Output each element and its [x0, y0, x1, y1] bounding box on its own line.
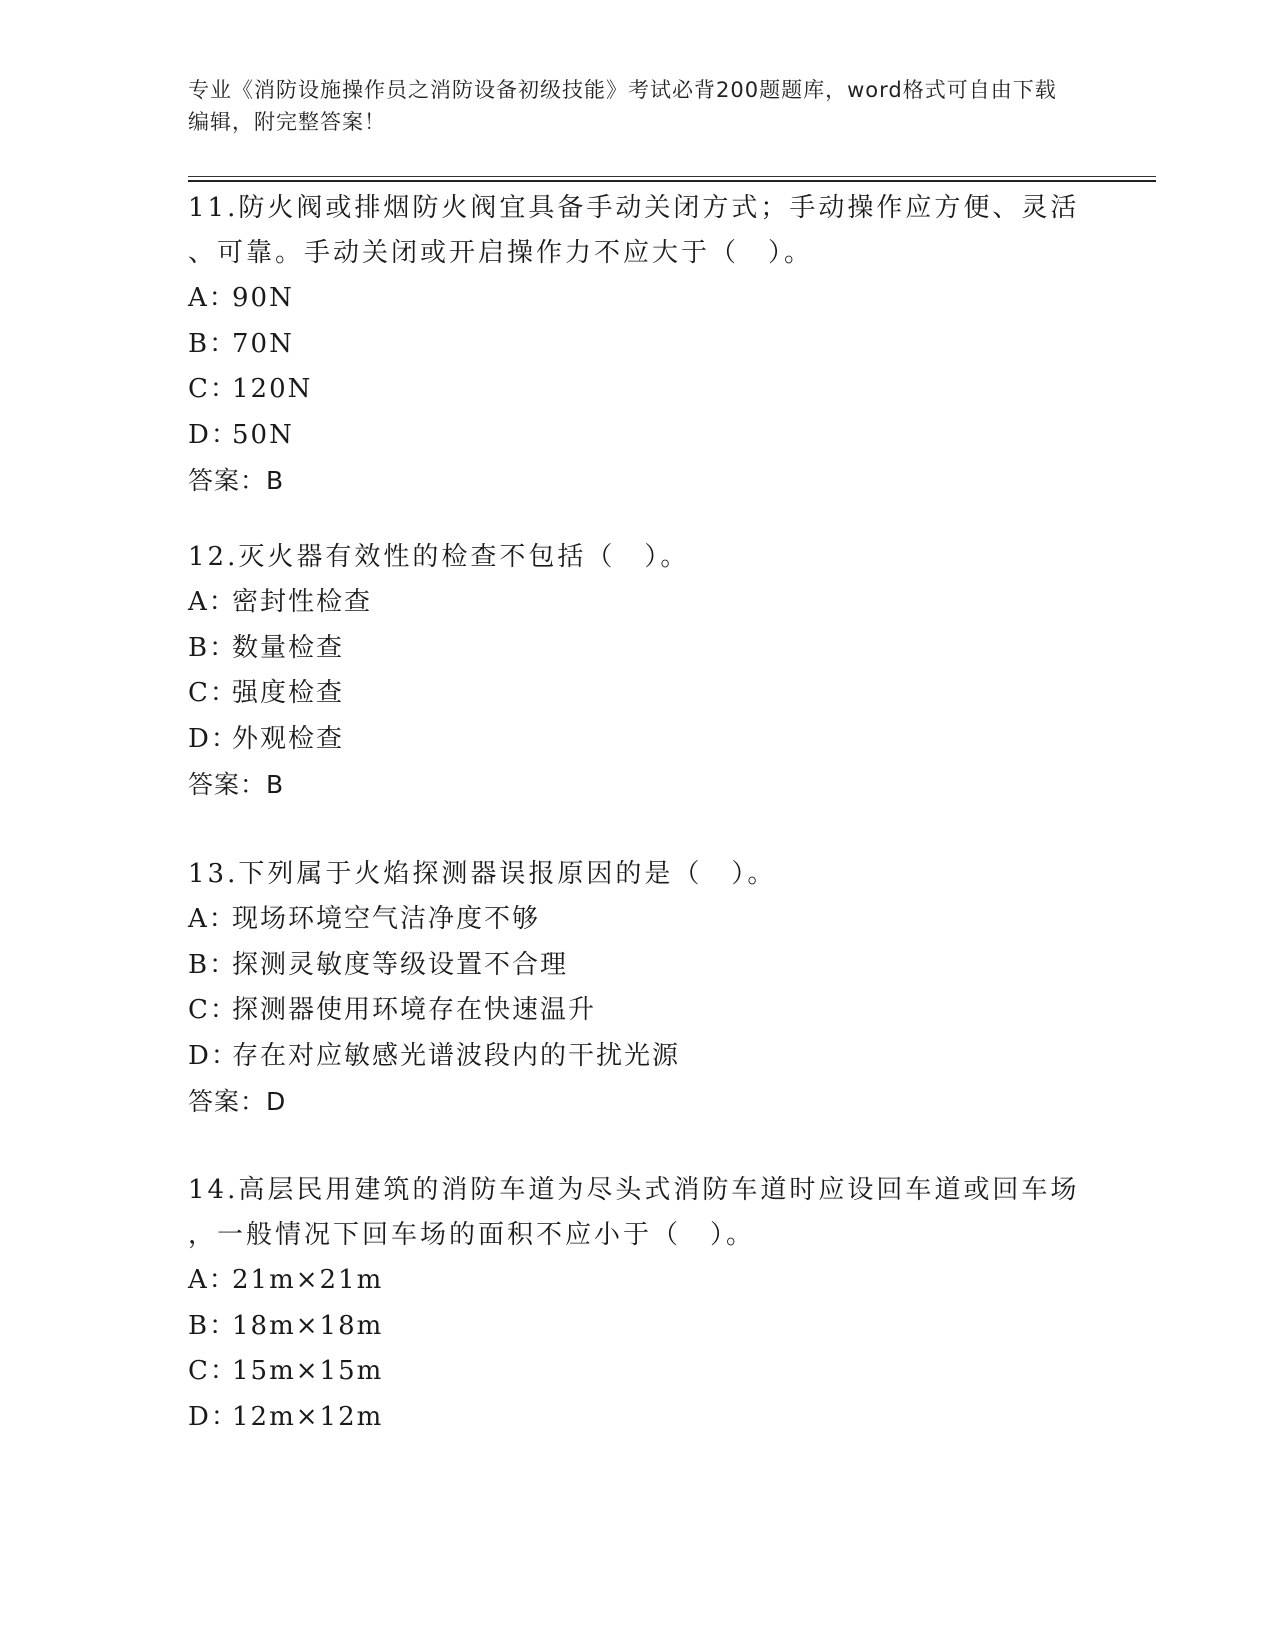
question-text-continued: ，一般情况下回车场的面积不应小于（ ）。 [188, 1220, 756, 1250]
option-b [188, 626, 1088, 672]
option-text: 21m×21m [232, 1265, 384, 1295]
question-stem [188, 535, 1088, 580]
option-key: D： [188, 1040, 239, 1071]
option-c [188, 671, 1088, 717]
question-stem [188, 1168, 1088, 1258]
option-text: 15m×15m [232, 1356, 384, 1386]
question-number: 14. [188, 1175, 239, 1205]
answer-value: B [266, 770, 285, 799]
question-text: 防火阀或排烟防火阀宜具备手动关闭方式；手动操作应方便、灵活 [238, 193, 1080, 223]
option-key: B： [188, 949, 238, 980]
option-text: 90N [232, 283, 294, 313]
option-text: 密封性检查 [232, 587, 373, 617]
answer-label: 答案： [188, 1087, 267, 1116]
question-number: 12. [188, 542, 239, 572]
option-text: 现场环境空气洁净度不够 [232, 904, 541, 934]
question-12 [188, 535, 1088, 807]
question-stem [188, 186, 1088, 276]
option-b [188, 943, 1088, 989]
option-d [188, 1395, 1088, 1441]
answer-line [188, 1079, 1088, 1124]
answer-label: 答案： [188, 770, 267, 799]
header-divider-thick [188, 180, 1156, 182]
option-key: C： [188, 995, 238, 1025]
answer-value: B [266, 466, 285, 495]
option-key: D： [188, 1401, 239, 1432]
option-key: B： [188, 328, 238, 359]
option-key: D： [188, 723, 239, 754]
option-key: A： [188, 283, 237, 313]
option-key: C： [188, 1356, 238, 1386]
option-text: 120N [232, 374, 313, 404]
header-divider-thin [188, 176, 1156, 177]
question-14 [188, 1168, 1088, 1440]
answer-line [188, 458, 1088, 503]
option-c [188, 988, 1088, 1034]
option-text: 数量检查 [232, 632, 345, 663]
question-text: 高层民用建筑的消防车道为尽头式消防车道时应设回车道或回车场 [238, 1175, 1080, 1205]
option-b [188, 1304, 1088, 1350]
option-a [188, 897, 1088, 943]
question-13 [188, 852, 1088, 1124]
question-11 [188, 186, 1088, 503]
option-key: A： [188, 1265, 237, 1295]
option-c [188, 1349, 1088, 1395]
question-number: 11. [188, 193, 239, 223]
option-text: 18m×18m [232, 1310, 384, 1341]
question-text: 下列属于火焰探测器误报原因的是（ ）。 [238, 859, 777, 889]
answer-line [188, 762, 1088, 807]
question-stem [188, 852, 1088, 897]
option-c [188, 367, 1088, 413]
option-key: B： [188, 1310, 238, 1341]
option-key: B： [188, 632, 238, 663]
option-key: C： [188, 678, 238, 708]
option-key: A： [188, 904, 237, 934]
option-text: 外观检查 [232, 723, 345, 754]
option-text: 70N [232, 328, 294, 359]
question-text-continued: 、可靠。手动关闭或开启操作力不应大于（ ）。 [188, 238, 814, 268]
option-text: 探测灵敏度等级设置不合理 [232, 949, 569, 980]
option-key: D： [188, 419, 239, 450]
option-text: 12m×12m [232, 1401, 384, 1432]
option-key: A： [188, 587, 237, 617]
option-a [188, 276, 1088, 322]
option-text: 探测器使用环境存在快速温升 [232, 995, 597, 1025]
option-d [188, 1034, 1088, 1080]
option-text: 存在对应敏感光谱波段内的干扰光源 [232, 1040, 681, 1071]
option-d [188, 413, 1088, 459]
option-b [188, 322, 1088, 368]
question-number: 13. [188, 859, 239, 889]
option-a [188, 1258, 1088, 1304]
option-a [188, 580, 1088, 626]
question-text: 灭火器有效性的检查不包括（ ）。 [238, 542, 690, 572]
answer-label: 答案： [188, 466, 267, 495]
option-text: 50N [232, 419, 294, 450]
document-header: 专业《消防设施操作员之消防设备初级技能》考试必背200题题库，word格式可自由下载编辑，附完整答案！ [188, 78, 1057, 134]
option-text: 强度检查 [232, 678, 345, 708]
option-key: C： [188, 374, 238, 404]
answer-value: D [266, 1087, 287, 1116]
option-d [188, 717, 1088, 763]
